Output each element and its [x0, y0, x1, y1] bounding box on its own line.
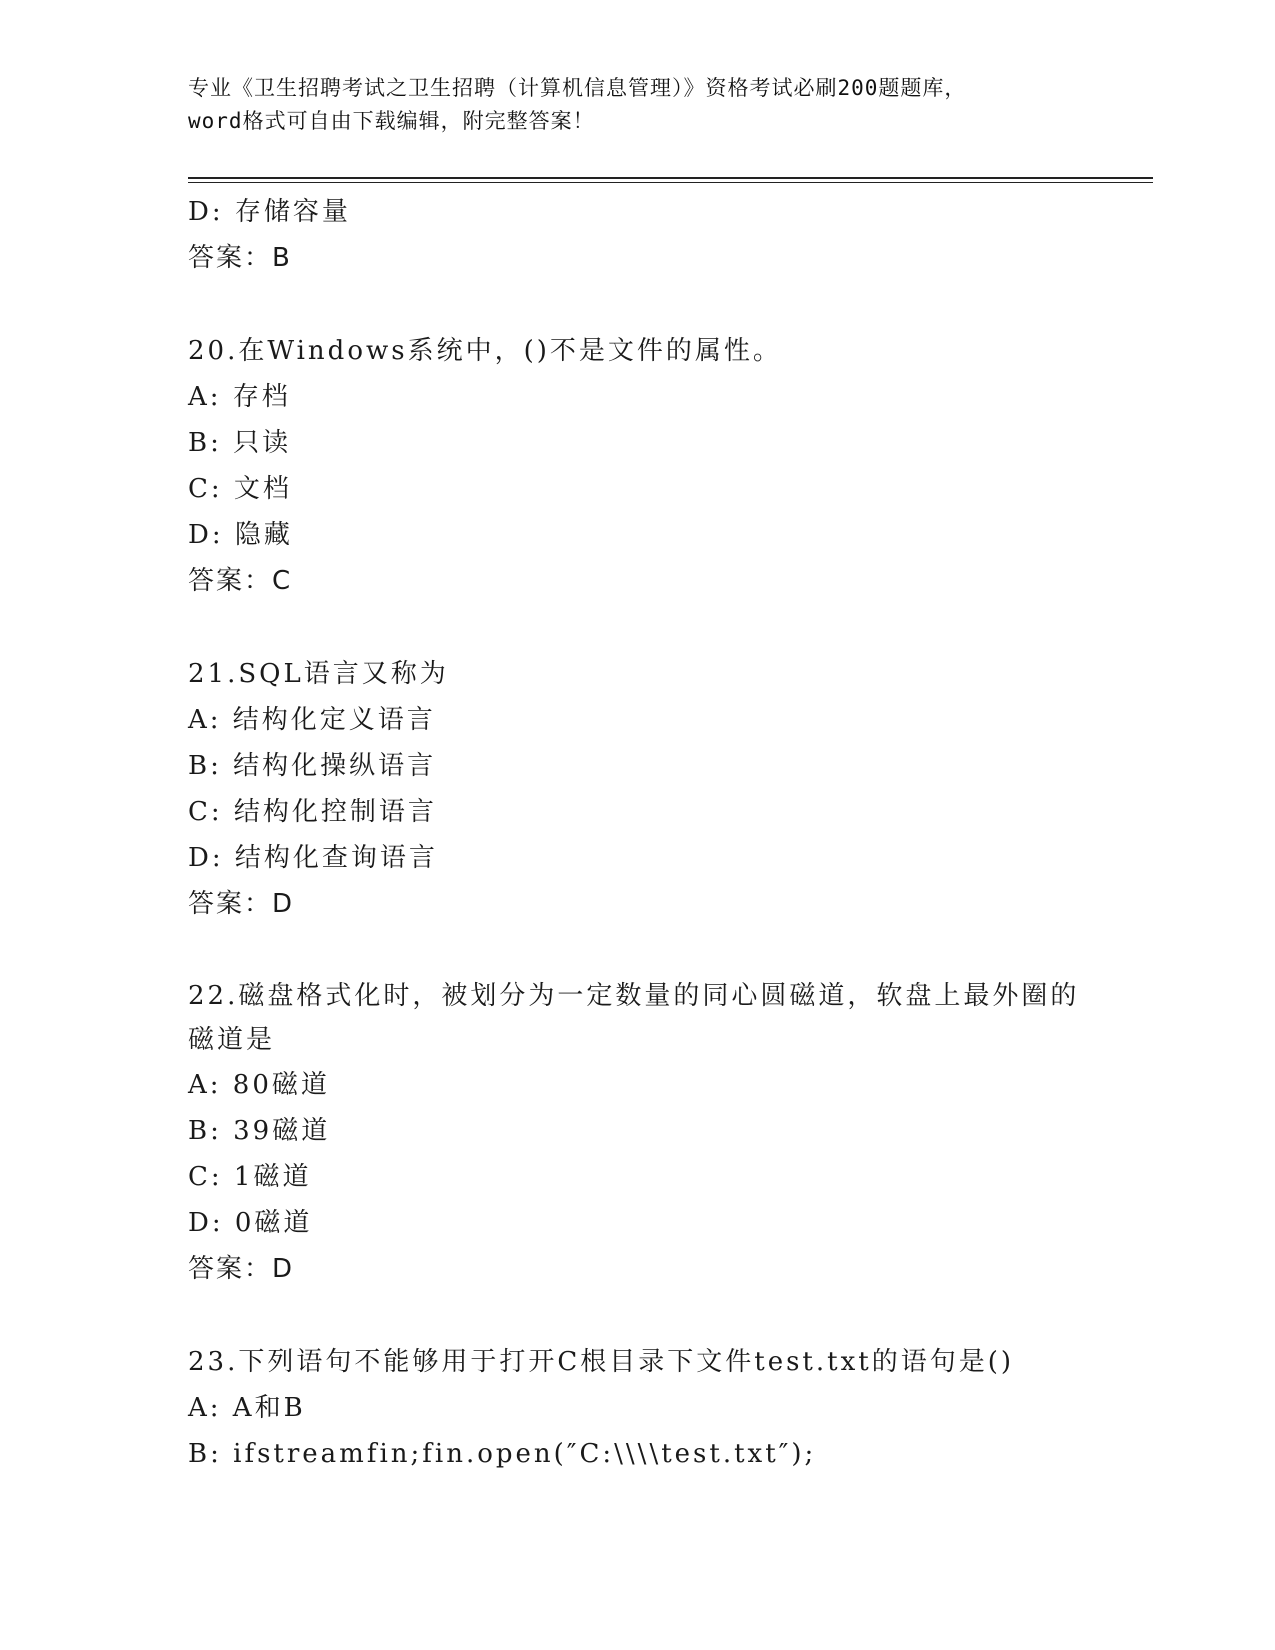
option-a: A: 存档 — [188, 382, 291, 412]
option-b: B: 只读 — [188, 428, 292, 458]
question-stem-continued: 磁道是 — [188, 1025, 276, 1055]
option-d: D: 隐藏 — [188, 520, 293, 550]
option-b: B: ifstreamfin;fin.open(″C:\\\\test.txt″); — [188, 1439, 817, 1469]
answer-line: 答案：B — [188, 243, 292, 273]
header-divider — [188, 177, 1153, 183]
option-b: B: 39磁道 — [188, 1116, 331, 1146]
option-c: C: 文档 — [188, 474, 292, 504]
spacer — [188, 1292, 1128, 1339]
question-list — [188, 189, 1128, 1477]
header-line-2: word格式可自由下载编辑，附完整答案！ — [188, 109, 595, 133]
question-stem: 23.下列语句不能够用于打开C根目录下文件test.txt的语句是() — [188, 1347, 1014, 1377]
question-stem: 21.SQL语言又称为 — [188, 659, 449, 689]
option-a: A: 结构化定义语言 — [188, 705, 436, 735]
option-c: C: 1磁道 — [188, 1162, 312, 1192]
header-line-1: 专业《卫生招聘考试之卫生招聘（计算机信息管理）》资格考试必刷200题题库， — [188, 76, 967, 100]
spacer — [188, 927, 1128, 974]
question-stem: 22.磁盘格式化时，被划分为一定数量的同心圆磁道，软盘上最外圈的 — [188, 981, 1080, 1011]
question-stem: 20.在Windows系统中，()不是文件的属性。 — [188, 336, 782, 366]
option-d: D: 存储容量 — [188, 197, 351, 227]
document-header — [188, 72, 1088, 138]
answer-line: 答案：D — [188, 889, 295, 919]
option-a: A: 80磁道 — [188, 1070, 330, 1100]
answer-line: 答案：C — [188, 566, 293, 596]
option-d: D: 0磁道 — [188, 1208, 313, 1238]
spacer — [188, 281, 1128, 328]
option-a: A: A和B — [188, 1393, 306, 1423]
option-b: B: 结构化操纵语言 — [188, 751, 437, 781]
option-c: C: 结构化控制语言 — [188, 797, 437, 827]
option-d: D: 结构化查询语言 — [188, 843, 438, 873]
answer-line: 答案：D — [188, 1254, 295, 1284]
spacer — [188, 604, 1128, 651]
